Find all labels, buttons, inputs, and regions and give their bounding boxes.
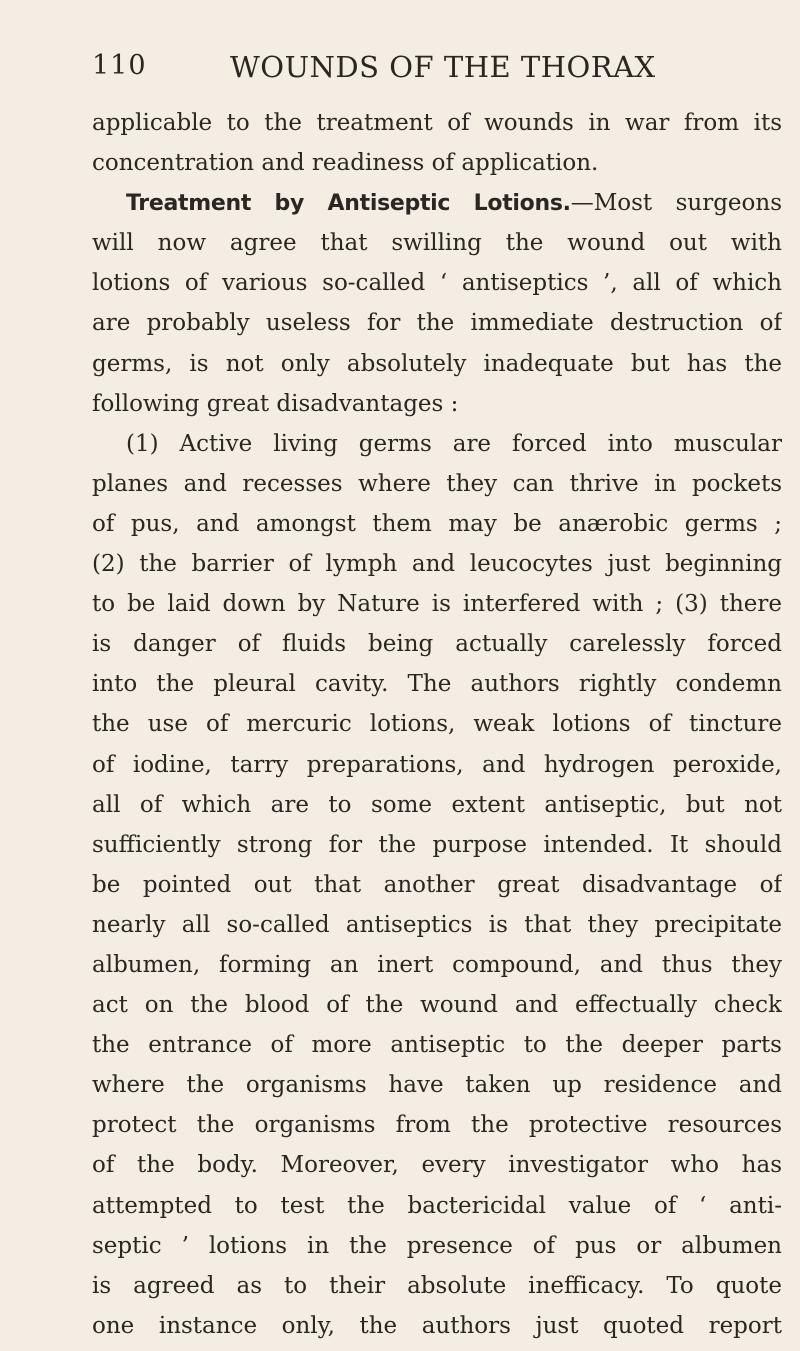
text-line: sufficiently strong for the purpose intended. It should [92, 831, 782, 858]
text-line: of pus, and amongst them may be anærobic germs ; [92, 510, 782, 537]
text-line: lotions of various so-called ‘ antiseptics ’, all of which [92, 270, 782, 297]
text-line: act on the blood of the wound and effectually check [92, 992, 782, 1019]
text-line: of iodine, tarry preparations, and hydrogen peroxide, [92, 751, 782, 778]
text-line: where the organisms have taken up residence and [92, 1072, 782, 1099]
text-line: septic ’ lotions in the presence of pus or albumen [92, 1232, 782, 1259]
text-line-continuation: —Most surgeons [570, 190, 782, 217]
text-line: all of which are to some extent antiseptic, but not [92, 791, 782, 818]
text-line: germs, is not only absolutely inadequate but has the [92, 350, 782, 377]
text-line: is danger of fluids being actually carelessly forced [92, 631, 782, 658]
text-line: into the pleural cavity. The authors rightly condemn [92, 671, 782, 698]
text-line: be pointed out that another great disadvantage of [92, 871, 782, 898]
text-line: planes and recesses where they can thrive in pockets [92, 470, 782, 497]
body-text [92, 103, 782, 1346]
text-line: attempted to test the bactericidal value of ‘ anti- [92, 1192, 782, 1219]
text-line: following great disadvantages : [92, 390, 459, 417]
text-line: (2) the barrier of lymph and leucocytes just beginning [92, 551, 782, 578]
text-line: nearly all so-called antiseptics is that they precipitate [92, 911, 782, 938]
text-line: are probably useless for the immediate destruction of [92, 310, 782, 337]
text-line: to be laid down by Nature is interfered with ; (3) there [92, 591, 782, 618]
text-line: albumen, forming an inert compound, and thus they [92, 951, 782, 978]
text-line: one instance only, the authors just quoted report [92, 1312, 782, 1339]
text-line: applicable to the treatment of wounds in war from its [92, 110, 782, 136]
text-line: protect the organisms from the protective resources [92, 1112, 782, 1139]
text-line: concentration and readiness of application. [92, 150, 599, 177]
text-line: the use of mercuric lotions, weak lotions of tincture [92, 711, 782, 738]
section-heading: Treatment by Antiseptic Lotions. [126, 191, 571, 217]
text-line: is agreed as to their absolute inefficacy. To quote [92, 1272, 782, 1299]
running-head: WOUNDS OF THE THORAX [230, 50, 656, 84]
page-header [92, 50, 656, 90]
text-line: will now agree that swilling the wound out with [92, 230, 782, 257]
page-number: 110 [92, 50, 147, 81]
text-line-with-heading [92, 183, 782, 223]
text-line: (1) Active living germs are forced into muscular [126, 430, 782, 457]
text-line: the entrance of more antiseptic to the deeper parts [92, 1032, 782, 1059]
text-line: of the body. Moreover, every investigator who has [92, 1152, 782, 1179]
